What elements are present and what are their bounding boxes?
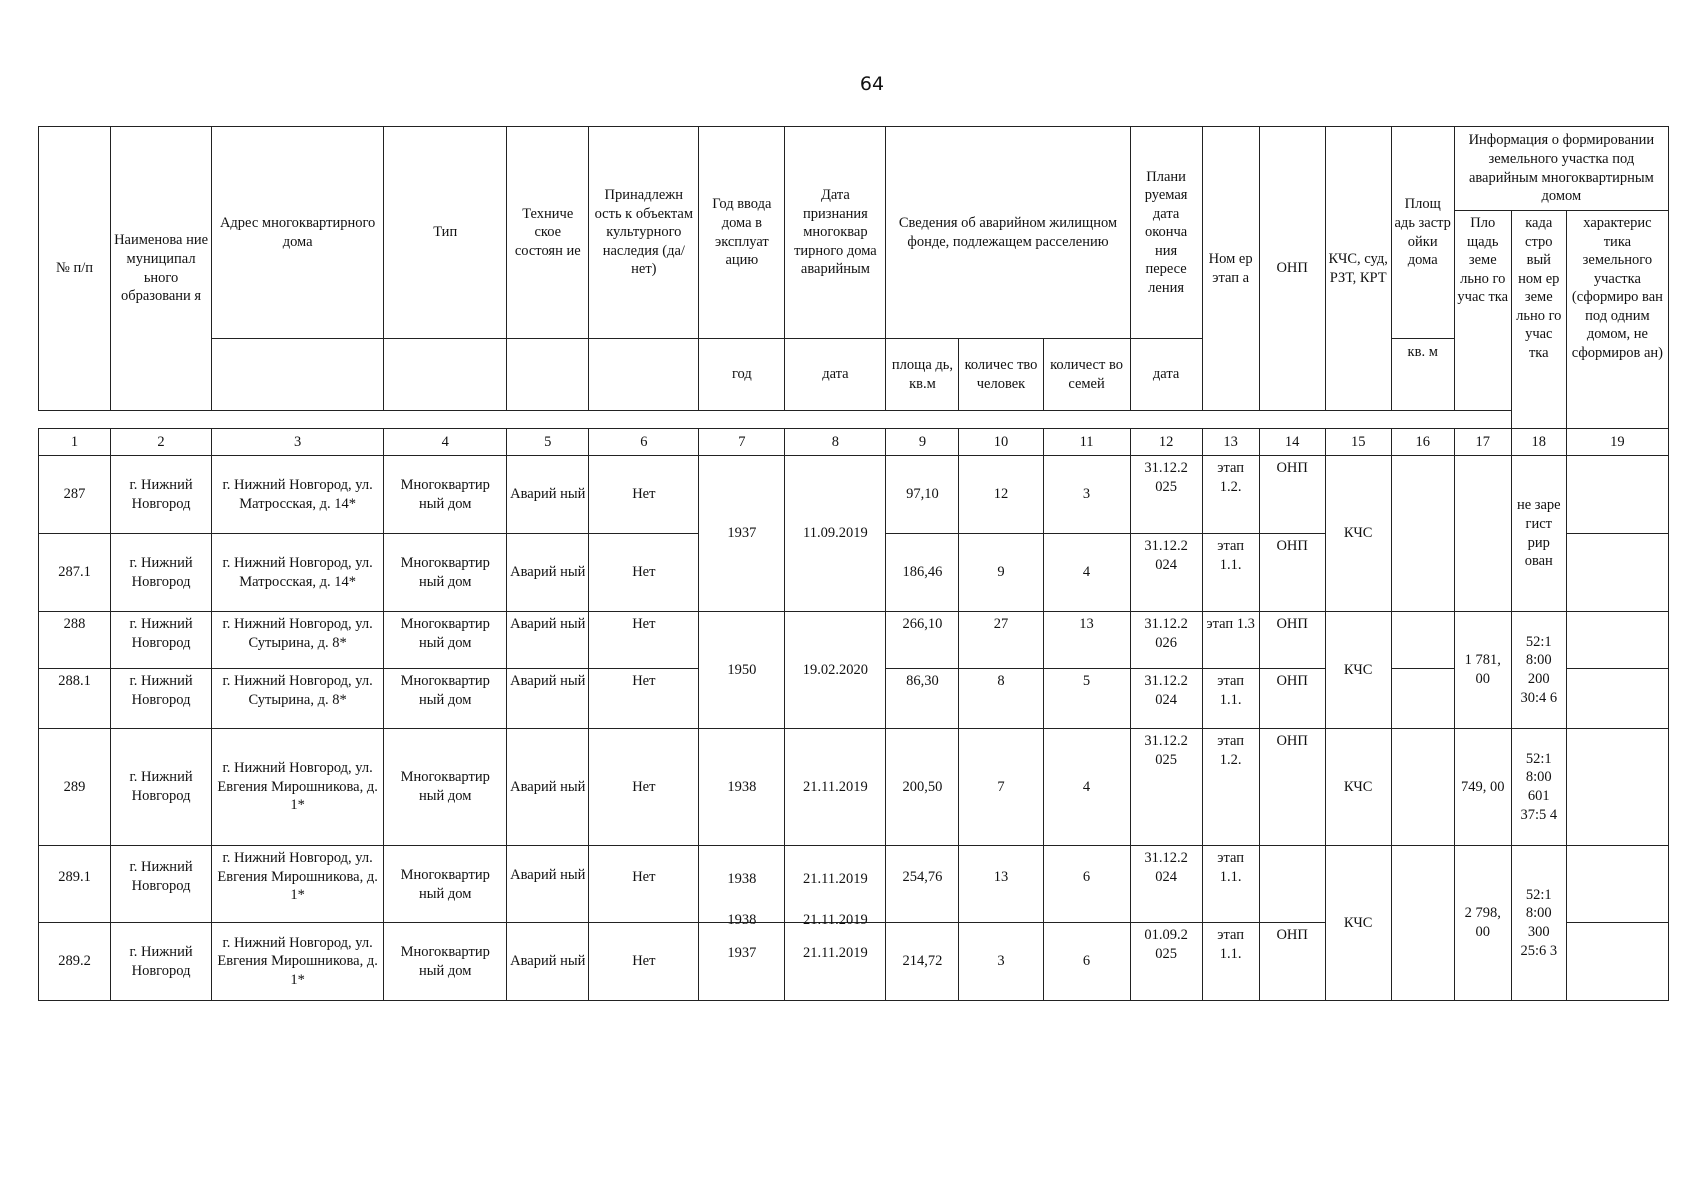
row-cadastral: 52:1 8:00 601 37:5 4 (1511, 729, 1566, 846)
row-kchs: КЧС (1325, 729, 1391, 846)
row-municipality: г. Нижний Новгород (111, 669, 212, 729)
row-year-built: 1937 (699, 456, 785, 612)
row-land-characteristic (1566, 534, 1668, 612)
row-number: 289 (39, 729, 111, 846)
row-condition: Аварий ный (507, 846, 589, 923)
row-municipality: г. Нижний Новгород (111, 729, 212, 846)
column-number: 8 (785, 429, 886, 456)
row-type: Многоквартир ный дом (384, 612, 507, 669)
row-number: 287 (39, 456, 111, 534)
row-year-built-mid: 1938 (727, 912, 757, 928)
header-heritage: Принадлежн ость к объектам культурного наследия (да/нет) (589, 127, 699, 339)
column-number: 10 (959, 429, 1043, 456)
row-heritage: Нет (589, 669, 699, 729)
column-number: 9 (886, 429, 959, 456)
column-number: 4 (384, 429, 507, 456)
header-kchs: КЧС, суд, РЗТ, КРТ (1325, 127, 1391, 411)
row-heritage: Нет (589, 923, 699, 1001)
header-year-built: Год ввода дома в эксплуат ацию (699, 127, 785, 339)
row-address: г. Нижний Новгород, ул. Евгения Мирошникова, д. 1* (212, 923, 384, 1001)
row-year-built (699, 912, 785, 1001)
row-type: Многоквартир ный дом (384, 534, 507, 612)
column-number: 3 (212, 429, 384, 456)
header-unit-building-area: кв. м (1391, 339, 1454, 411)
row-municipality: г. Нижний Новгород (111, 534, 212, 612)
row-recognition-date-mid: 21.11.2019 (803, 912, 868, 928)
row-area: 200,50 (886, 729, 959, 846)
header-address: Адрес многоквартирного дома (212, 127, 384, 339)
row-address: г. Нижний Новгород, ул. Матросская, д. 14* (212, 534, 384, 612)
row-families: 6 (1043, 846, 1130, 923)
header-building-area: Площ адь застр ойки дома (1391, 127, 1454, 339)
row-land-area: 1 781, 00 (1454, 612, 1511, 729)
header-unit-land-row (39, 411, 1669, 429)
row-building-area (1391, 612, 1454, 669)
column-number: 17 (1454, 429, 1511, 456)
table-row-288 (39, 612, 1669, 669)
row-building-area (1391, 729, 1454, 846)
row-condition: Аварий ный (507, 923, 589, 1001)
row-planned-date: 31.12.2 026 (1130, 612, 1202, 669)
column-number: 5 (507, 429, 589, 456)
row-cadastral: не заре гист рир ован (1511, 456, 1566, 612)
header-condition: Техниче ское состоян ие (507, 127, 589, 339)
header-land-info: Информация о формировании земельного участка под аварийным многоквартирным домом (1454, 127, 1668, 211)
column-number: 7 (699, 429, 785, 456)
row-condition: Аварий ный (507, 612, 589, 669)
column-number: 19 (1566, 429, 1668, 456)
row-area: 86,30 (886, 669, 959, 729)
row-stage: этап 1.1. (1202, 846, 1259, 923)
row-condition: Аварий ный (507, 534, 589, 612)
row-planned-date: 01.09.2 025 (1130, 923, 1202, 1001)
row-year-built: 1950 (699, 612, 785, 729)
row-address: г. Нижний Новгород, ул. Сутырина, д. 8* (212, 612, 384, 669)
row-families: 6 (1043, 923, 1130, 1001)
row-municipality: г. Нижний Новгород (111, 846, 212, 923)
row-land-characteristic (1566, 729, 1668, 846)
row-onp: ОНП (1259, 612, 1325, 669)
row-municipality: г. Нижний Новгород (111, 923, 212, 1001)
row-heritage: Нет (589, 534, 699, 612)
header-cadastral: када стро вый ном ер земе льно го учас тка (1511, 211, 1566, 429)
column-number: 6 (589, 429, 699, 456)
column-number-row (39, 429, 1669, 456)
table-row-287 (39, 456, 1669, 534)
row-type: Многоквартир ный дом (384, 456, 507, 534)
row-planned-date: 31.12.2 025 (1130, 729, 1202, 846)
header-stage-number: Ном ер этап а (1202, 127, 1259, 411)
row-planned-date: 31.12.2 024 (1130, 846, 1202, 923)
column-number: 13 (1202, 429, 1259, 456)
row-stage: этап 1.1. (1202, 923, 1259, 1001)
row-land-characteristic (1566, 669, 1668, 729)
row-people: 7 (959, 729, 1043, 846)
header-row-3 (39, 339, 1669, 411)
column-number: 18 (1511, 429, 1566, 456)
row-recognition-date: 21.11.2019 (785, 729, 886, 846)
header-land-characteristic: характерис тика земельного участка (сформиро ван под одним домом, не сформиров ан) (1566, 211, 1668, 429)
row-planned-date: 31.12.2 025 (1130, 456, 1202, 534)
row-planned-date: 31.12.2 024 (1130, 669, 1202, 729)
row-year-built: 1938 (699, 846, 785, 923)
row-municipality: г. Нижний Новгород (111, 456, 212, 534)
header-land-area: Пло щадь земе льно го учас тка (1454, 211, 1511, 411)
row-number: 287.1 (39, 534, 111, 612)
row-onp: ОНП (1259, 669, 1325, 729)
row-people: 27 (959, 612, 1043, 669)
row-type: Многоквартир ный дом (384, 729, 507, 846)
column-number: 16 (1391, 429, 1454, 456)
row-recognition-date: 11.09.2019 (785, 456, 886, 612)
row-cadastral: 52:1 8:00 300 25:6 3 (1511, 846, 1566, 1001)
row-heritage: Нет (589, 729, 699, 846)
row-families: 13 (1043, 612, 1130, 669)
header-sub-planned-date: дата (1130, 339, 1202, 411)
row-recognition-date (785, 912, 886, 1001)
row-heritage: Нет (589, 456, 699, 534)
row-land-characteristic (1566, 923, 1668, 1001)
emergency-housing-table (38, 126, 1669, 1001)
column-number: 15 (1325, 429, 1391, 456)
column-number: 14 (1259, 429, 1325, 456)
header-sub-date: дата (785, 339, 886, 411)
row-building-area (1391, 846, 1454, 1001)
row-kchs: КЧС (1325, 846, 1391, 1001)
row-families: 3 (1043, 456, 1130, 534)
row-type: Многоквартир ный дом (384, 923, 507, 1001)
header-sub-families: количест во семей (1043, 339, 1130, 411)
row-people: 9 (959, 534, 1043, 612)
row-land-area (1454, 456, 1511, 612)
row-building-area (1391, 456, 1454, 612)
header-planned-date: Плани руемая дата оконча ния пересе ления (1130, 127, 1202, 339)
row-onp: ОНП (1259, 534, 1325, 612)
page-number: 64 (859, 73, 885, 95)
row-address: г. Нижний Новгород, ул. Сутырина, д. 8* (212, 669, 384, 729)
header-sub-empty-condition (507, 339, 589, 411)
row-type: Многоквартир ный дом (384, 846, 507, 923)
header-sub-area: площа дь, кв.м (886, 339, 959, 411)
row-number: 288 (39, 612, 111, 669)
row-land-characteristic (1566, 846, 1668, 923)
row-stage: этап 1.2. (1202, 729, 1259, 846)
row-type: Многоквартир ный дом (384, 669, 507, 729)
header-row-1 (39, 127, 1669, 211)
row-onp: ОНП (1259, 729, 1325, 846)
row-people: 3 (959, 923, 1043, 1001)
row-land-characteristic (1566, 456, 1668, 534)
row-onp (1259, 846, 1325, 923)
row-area: 97,10 (886, 456, 959, 534)
row-kchs: КЧС (1325, 612, 1391, 729)
header-onp: ОНП (1259, 127, 1325, 411)
row-stage: этап 1.3 (1202, 612, 1259, 669)
row-number: 288.1 (39, 669, 111, 729)
row-people: 13 (959, 846, 1043, 923)
row-address: г. Нижний Новгород, ул. Евгения Мирошникова, д. 1* (212, 846, 384, 923)
row-heritage: Нет (589, 612, 699, 669)
row-area: 186,46 (886, 534, 959, 612)
row-municipality: г. Нижний Новгород (111, 612, 212, 669)
row-recognition-date: 19.02.2020 (785, 612, 886, 729)
row-planned-date: 31.12.2 024 (1130, 534, 1202, 612)
row-families: 4 (1043, 729, 1130, 846)
row-number: 289.1 (39, 846, 111, 923)
row-cadastral: 52:1 8:00 200 30:4 6 (1511, 612, 1566, 729)
column-number: 12 (1130, 429, 1202, 456)
row-stage: этап 1.2. (1202, 456, 1259, 534)
header-sub-empty-address (212, 339, 384, 411)
row-stage: этап 1.1. (1202, 669, 1259, 729)
row-heritage: Нет (589, 846, 699, 923)
row-year-built-value: 1937 (727, 944, 757, 961)
header-sub-empty-heritage (589, 339, 699, 411)
header-municipality: Наименова ние муниципал ьного образовани я (111, 127, 212, 411)
row-families: 4 (1043, 534, 1130, 612)
row-area: 214,72 (886, 923, 959, 1001)
header-emergency-info: Сведения об аварийном жилищном фонде, подлежащем расселению (886, 127, 1130, 339)
row-land-area: 2 798, 00 (1454, 846, 1511, 1001)
row-stage: этап 1.1. (1202, 534, 1259, 612)
row-families: 5 (1043, 669, 1130, 729)
row-condition: Аварий ный (507, 729, 589, 846)
table-row-289 (39, 729, 1669, 846)
row-onp: ОНП (1259, 923, 1325, 1001)
header-type: Тип (384, 127, 507, 339)
row-condition: Аварий ный (507, 669, 589, 729)
row-year-built: 1938 (699, 729, 785, 846)
column-number: 1 (39, 429, 111, 456)
header-sub-year: год (699, 339, 785, 411)
header-num: № п/п (39, 127, 111, 411)
row-land-characteristic (1566, 612, 1668, 669)
column-number: 2 (111, 429, 212, 456)
row-number: 289.2 (39, 923, 111, 1001)
row-people: 8 (959, 669, 1043, 729)
header-recognition-date: Дата признания многоквар тирного дома аварийным (785, 127, 886, 339)
header-sub-people: количес тво человек (959, 339, 1043, 411)
row-onp: ОНП (1259, 456, 1325, 534)
row-recognition-date: 21.11.2019 (785, 846, 886, 923)
row-area: 266,10 (886, 612, 959, 669)
row-land-area: 749, 00 (1454, 729, 1511, 846)
row-recognition-date-value: 21.11.2019 (803, 944, 868, 961)
row-kchs: КЧС (1325, 456, 1391, 612)
row-address: г. Нижний Новгород, ул. Евгения Мирошникова, д. 1* (212, 729, 384, 846)
row-building-area (1391, 669, 1454, 729)
row-people: 12 (959, 456, 1043, 534)
row-condition: Аварий ный (507, 456, 589, 534)
header-sub-empty-type (384, 339, 507, 411)
row-area: 254,76 (886, 846, 959, 923)
row-address: г. Нижний Новгород, ул. Матросская, д. 14* (212, 456, 384, 534)
column-number: 11 (1043, 429, 1130, 456)
